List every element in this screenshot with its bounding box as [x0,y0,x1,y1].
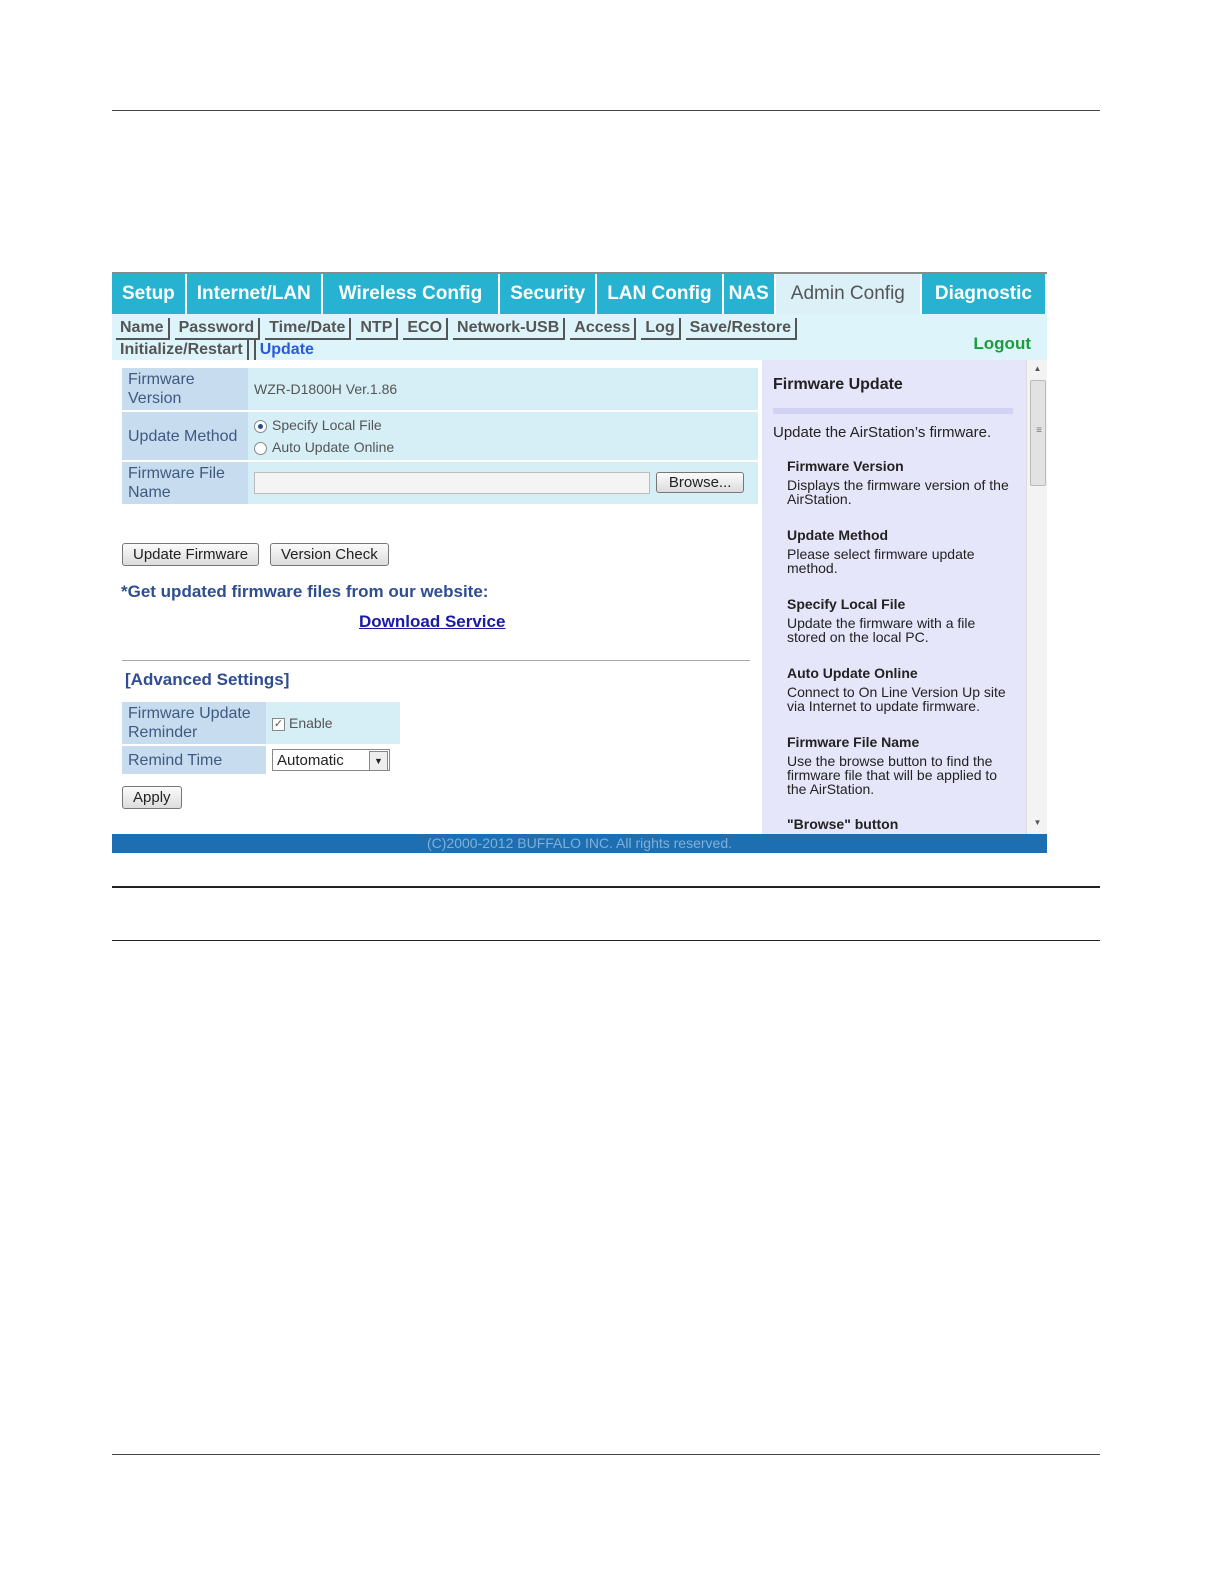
help-section-heading: Update Method [787,527,889,543]
subnav-save-restore[interactable]: Save/Restore [686,318,797,340]
subnav-initialize-restart[interactable]: Initialize/Restart [116,340,249,362]
subnav-log[interactable]: Log [641,318,680,340]
scroll-thumb[interactable] [1030,380,1046,486]
help-section [787,665,1017,713]
page-top-rule [112,110,1100,111]
help-section-text: Please select firmware update method. [787,546,975,576]
help-section-text: Use the browse button to find the firmware file that will be applied to the AirStation. [787,753,998,797]
checkmark-icon: ✓ [273,717,284,730]
radio-specify-local-file-label: Specify Local File [272,417,382,433]
subnav-name[interactable]: Name [116,318,170,340]
remind-time-value: Automatic [277,752,344,769]
radio-off-icon [254,442,267,455]
subnav-eco[interactable]: ECO [403,318,448,340]
help-section-text: Connect to On Line Version Up site via Internet to update firmware. [787,684,1006,714]
logout-link[interactable]: Logout [973,334,1031,353]
firmware-file-input[interactable] [254,472,650,494]
dropdown-arrow-icon: ▼ [369,751,388,771]
browse-button[interactable]: Browse... [656,472,745,493]
tab-admin-config[interactable]: Admin Config [776,274,920,314]
remind-time-label: Remind Time [122,746,266,774]
help-section [787,458,1017,506]
section-divider [122,660,750,661]
tab-setup[interactable]: Setup [112,274,185,314]
subnav-network-usb[interactable]: Network-USB [453,318,565,340]
help-section-heading: Auto Update Online [787,665,918,681]
remind-time-select[interactable] [272,749,390,771]
page-bottom-rule [112,1454,1100,1455]
tab-wireless-config[interactable]: Wireless Config [323,274,498,314]
help-section [787,596,1017,644]
subnav-row-1 [116,318,802,340]
grip-icon: ≡ [1036,425,1042,436]
help-intro: Update the AirStation’s firmware. [773,424,992,441]
help-section-heading: Specify Local File [787,596,906,612]
reminder-label: Firmware Update Reminder [122,702,266,744]
radio-specify-local-file[interactable] [254,414,752,436]
scroll-down-arrow-icon[interactable]: ▼ [1033,818,1042,827]
update-method-label: Update Method [122,412,248,460]
help-title-bar [773,408,1013,414]
sub-navigation [112,314,1047,360]
subnav-time-date[interactable]: Time/Date [265,318,351,340]
update-firmware-button[interactable]: Update Firmware [122,543,259,566]
get-updated-text: *Get updated firmware files from our website: [121,582,489,601]
tab-security[interactable]: Security [500,274,595,314]
help-section-heading: "Browse" button [787,816,899,832]
help-section [787,734,1017,796]
help-section [787,527,1017,575]
advanced-settings-heading: [Advanced Settings] [125,670,290,689]
apply-button[interactable]: Apply [122,786,182,809]
subnav-ntp[interactable]: NTP [356,318,398,340]
page-divider-rule [112,940,1100,941]
tab-diagnostic[interactable]: Diagnostic [922,274,1045,314]
help-section-heading: Firmware File Name [787,734,920,750]
subnav-access[interactable]: Access [570,318,636,340]
top-tabs [112,274,1047,316]
help-section [787,816,1017,834]
page-divider-rule [112,886,1100,888]
enable-checkbox[interactable] [272,715,333,731]
copyright-footer: (C)2000-2012 BUFFALO INC. All rights reserved. [112,834,1047,853]
help-section-heading: Firmware Version [787,458,904,474]
help-section-text: Displays the firmware version of the AirStation. [787,477,1009,507]
help-scrollbar[interactable] [1026,360,1047,834]
help-title: Firmware Update [773,376,903,393]
subnav-row-2 [116,340,323,362]
version-check-button[interactable]: Version Check [270,543,389,566]
tab-nas[interactable]: NAS [724,274,774,314]
scroll-up-arrow-icon[interactable]: ▲ [1033,364,1042,373]
enable-label: Enable [289,715,333,731]
radio-auto-update-online-label: Auto Update Online [272,439,395,455]
firmware-file-label: Firmware File Name [122,462,248,504]
subnav-update[interactable]: Update [254,340,318,360]
router-admin-screenshot [112,272,1047,853]
help-section-text: Update the firmware with a file stored on the local PC. [787,615,976,645]
main-content [112,360,762,834]
firmware-form-table [122,366,758,506]
advanced-settings-table [122,700,400,776]
radio-auto-update-online[interactable] [254,436,752,458]
tab-internet-lan[interactable]: Internet/LAN [187,274,321,314]
tab-lan-config[interactable]: LAN Config [597,274,721,314]
download-service-link[interactable]: Download Service [359,612,506,631]
subnav-password[interactable]: Password [175,318,261,340]
radio-on-icon [254,420,267,433]
help-panel [762,360,1026,834]
firmware-version-value: WZR-D1800H Ver.1.86 [248,368,758,410]
firmware-version-label: Firmware Version [122,368,248,410]
